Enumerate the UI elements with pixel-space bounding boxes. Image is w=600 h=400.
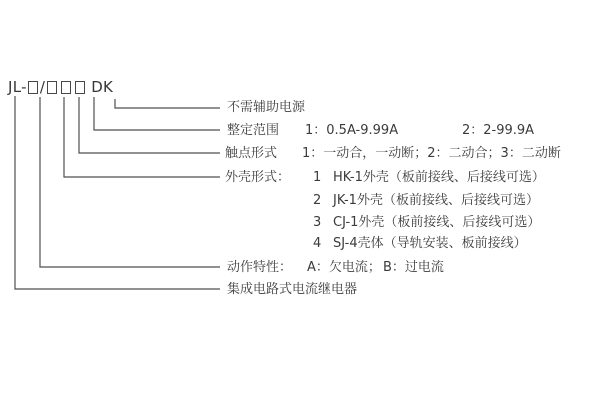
code-digit-box <box>75 81 85 94</box>
aux-power-label: 不需辅助电源 <box>227 100 306 115</box>
model-code <box>8 78 113 96</box>
model-prefix: JL- <box>8 78 27 96</box>
contact-form-options: 1：一动合，一动断；2：二动合；3：二动断 <box>302 146 561 161</box>
action-characteristic-label: 动作特性： <box>227 260 293 275</box>
setting-range-label: 整定范围 <box>227 123 280 138</box>
legend-row-aux-power <box>0 99 600 116</box>
model-slash: / <box>39 78 46 96</box>
legend-row-action-characteristic <box>0 259 600 276</box>
action-characteristic-option-a: A：欠电流； <box>307 260 381 275</box>
code-digit-box <box>28 81 38 94</box>
action-characteristic-option-b: B：过电流 <box>383 260 444 275</box>
legend-row-case-type-item <box>0 214 600 231</box>
legend-row-case-type <box>0 169 600 186</box>
case-type-item-num: 1 <box>313 170 322 185</box>
case-type-item-num: 4 <box>313 236 322 251</box>
legend-row-contact-form <box>0 145 600 162</box>
code-digit-box <box>47 81 57 94</box>
legend-row-case-type-item <box>0 235 600 252</box>
case-type-item-desc: JK-1外壳（板前接线、后接线可选） <box>333 193 539 208</box>
contact-form-label: 触点形式 <box>225 146 278 161</box>
setting-range-option-1: 1：0.5A-9.99A <box>305 123 399 138</box>
case-type-label: 外壳形式： <box>225 170 291 185</box>
code-digit-box <box>61 81 71 94</box>
case-type-item-num: 2 <box>313 193 322 208</box>
case-type-item-desc: SJ-4壳体（导轨安装、板前接线） <box>333 236 527 251</box>
legend-row-case-type-item <box>0 192 600 209</box>
model-suffix: DK <box>91 78 114 96</box>
case-type-item-desc: HK-1外壳（板前接线、后接线可选） <box>333 170 545 185</box>
device-name-label: 集成电路式电流继电器 <box>227 282 358 297</box>
setting-range-option-2: 2：2-99.9A <box>462 123 535 138</box>
legend-row-device-name <box>0 281 600 298</box>
case-type-item-desc: CJ-1外壳（板前接线、后接线可选） <box>333 215 541 230</box>
legend-row-setting-range <box>0 122 600 139</box>
case-type-item-num: 3 <box>313 215 322 230</box>
